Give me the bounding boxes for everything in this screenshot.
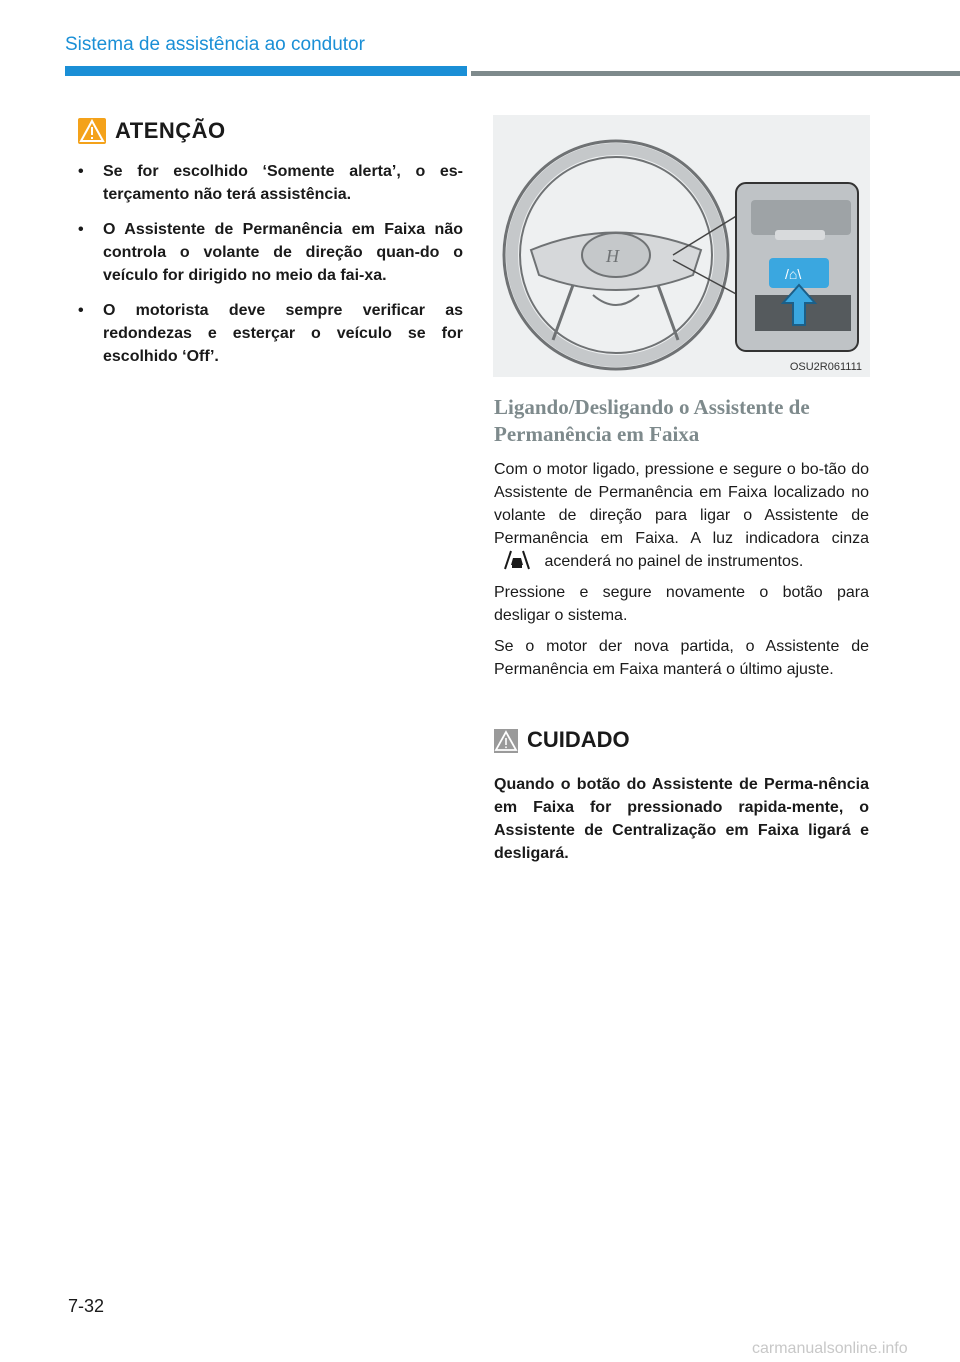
list-item: • O motorista deve sempre verificar as redondezas e esterçar o veículo se for escolhido ‘Off’. bbox=[78, 302, 463, 365]
caution-text: Quando o botão do Assistente de Perma-nência em Faixa for pressionado rapida-mente, o Assistente de Centralização em Faixa ligará e desligará. bbox=[494, 776, 869, 862]
header-bar-gray bbox=[471, 71, 960, 76]
warning-header bbox=[78, 118, 226, 144]
section-body bbox=[494, 458, 869, 689]
watermark: carmanualsonline.info bbox=[752, 1340, 908, 1357]
warning-triangle-icon bbox=[78, 118, 106, 144]
svg-text:/⌂\: /⌂\ bbox=[785, 266, 802, 282]
warning-title: ATENÇÃO bbox=[115, 118, 226, 143]
caution-triangle-icon bbox=[494, 729, 518, 753]
svg-text:H: H bbox=[606, 246, 619, 266]
paragraph: Com o motor ligado, pressione e segure o bo-tão do Assistente de Permanência em Faixa localizado no volante de direção para ligar o Assistente de Permanência em Faixa. A luz indicadora cinza acenderá no painel de instrumentos. bbox=[494, 461, 869, 570]
steering-wheel-illustration bbox=[493, 115, 870, 377]
list-item: • Se for escolhido ‘Somente alerta’, o es-terçamento não terá assistência. bbox=[78, 163, 463, 203]
caution-header bbox=[494, 727, 630, 753]
steering-wheel-drawing bbox=[493, 115, 870, 377]
figure-code: OSU2R061111 bbox=[789, 361, 862, 373]
header-bar-blue bbox=[65, 66, 467, 76]
warning-list bbox=[78, 160, 463, 380]
lane-keeping-indicator-icon bbox=[500, 550, 534, 570]
section-title: Sistema de assistência ao condutor bbox=[65, 34, 365, 55]
paragraph: Se o motor der nova partida, o Assistente de Permanência em Faixa manterá o último ajuste. bbox=[494, 638, 869, 678]
list-item: • O Assistente de Permanência em Faixa não controla o volante de direção quan-do o veículo for dirigido no meio da fai-xa. bbox=[78, 221, 463, 284]
page-number: 7-32 bbox=[68, 1296, 105, 1316]
caution-title: CUIDADO bbox=[527, 727, 630, 752]
section-heading: Ligando/Desligando o Assistente de Permanência em Faixa bbox=[494, 395, 810, 446]
paragraph: Pressione e segure novamente o botão para desligar o sistema. bbox=[494, 584, 869, 624]
